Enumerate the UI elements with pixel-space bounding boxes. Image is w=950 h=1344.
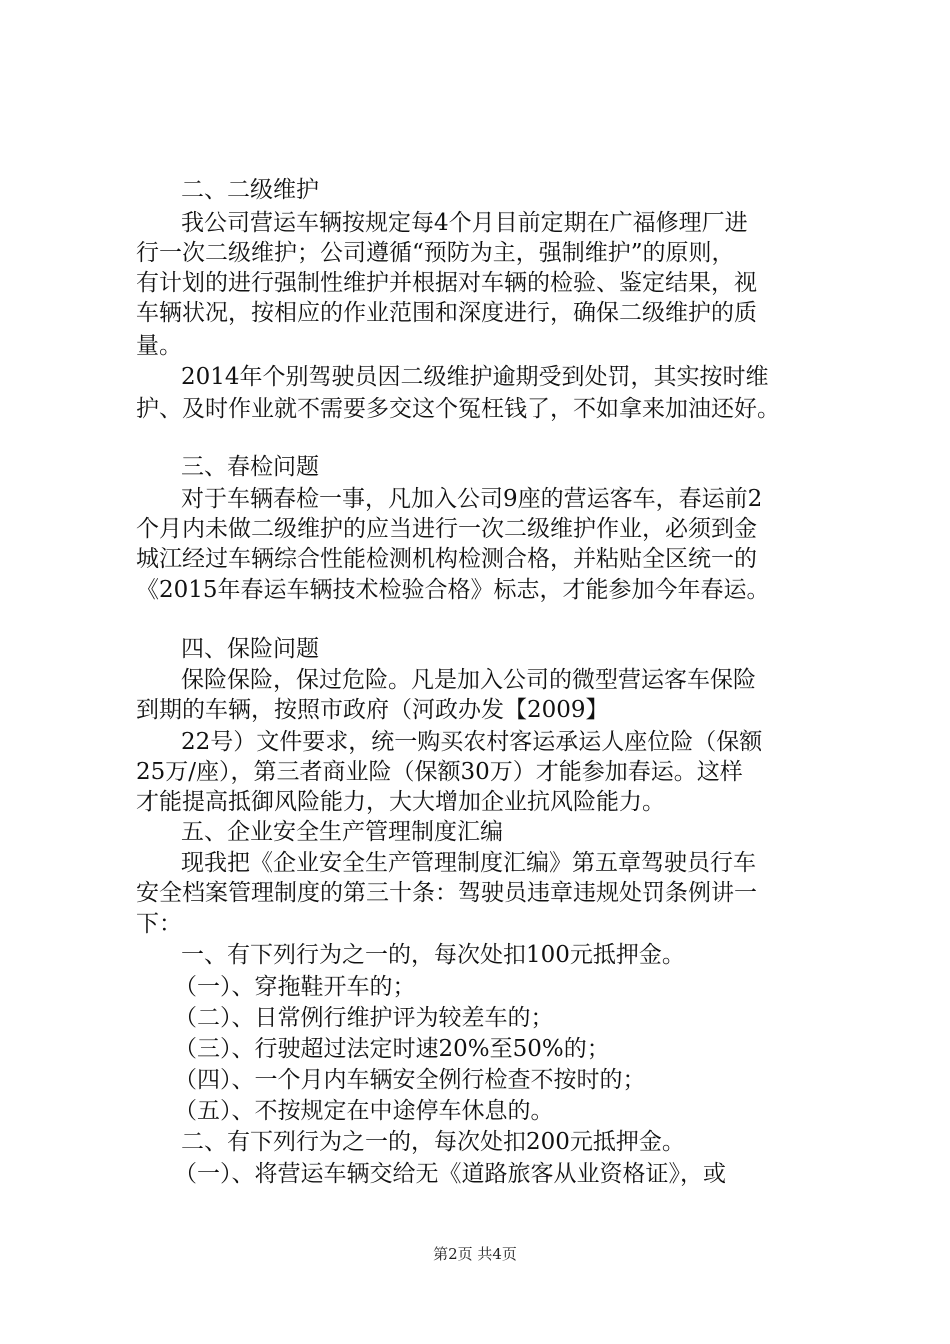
page-number-footer: 第2页 共4页 <box>433 1245 517 1263</box>
section-heading-insurance: 四、保险问题 <box>181 636 319 662</box>
paragraph-line: 现我把《企业安全生产管理制度汇编》第五章驾驶员行车 <box>181 850 756 876</box>
paragraph-line: 行一次二级维护；公司遵循“预防为主，强制维护”的原则， <box>136 240 735 266</box>
section-heading-spring-inspection: 三、春检问题 <box>181 454 319 480</box>
rule-item: （一）、穿拖鞋开车的； <box>174 974 416 1000</box>
rule-item: （四）、一个月内车辆安全例行检查不按时的； <box>174 1067 646 1093</box>
rule-item: （五）、不按规定在中途停车休息的。 <box>174 1098 554 1124</box>
paragraph-line: 到期的车辆，按照市政府（河政办发【2009】 <box>136 697 609 723</box>
paragraph-line: 25万/座），第三者商业险（保额30万）才能参加春运。这样 <box>136 759 743 785</box>
rule-title: 二、有下列行为之一的，每次处扣200元抵押金。 <box>181 1129 685 1155</box>
rule-item: （一）、将营运车辆交给无《道路旅客从业资格证》，或 <box>174 1161 726 1187</box>
rule-item: （二）、日常例行维护评为较差车的； <box>174 1005 554 1031</box>
paragraph-line: 我公司营运车辆按规定每4个月目前定期在广福修理厂进 <box>181 210 748 236</box>
rule-title: 一、有下列行为之一的，每次处扣100元抵押金。 <box>181 942 685 968</box>
section-heading-secondary-maintenance: 二、二级维护 <box>181 177 319 203</box>
paragraph-line: 安全档案管理制度的第三十条：驾驶员违章违规处罚条例讲一 <box>136 880 757 906</box>
paragraph-line: 车辆状况，按相应的作业范围和深度进行，确保二级维护的质 <box>136 300 757 326</box>
rule-item: （三）、行驶超过法定时速20%至50%的； <box>174 1036 610 1062</box>
paragraph-line: 城江经过车辆综合性能检测机构检测合格，并粘贴全区统一的 <box>136 546 757 572</box>
paragraph-line: 才能提高抵御风险能力，大大增加企业抗风险能力。 <box>136 789 665 815</box>
paragraph-line: 2014年个别驾驶员因二级维护逾期受到处罚，其实按时维 <box>181 364 769 390</box>
paragraph-line: 《2015年春运车辆技术检验合格》标志，才能参加今年春运。 <box>136 577 770 603</box>
section-heading-safety-rules: 五、企业安全生产管理制度汇编 <box>181 819 503 845</box>
paragraph-line: 个月内未做二级维护的应当进行一次二级维护作业，必须到金 <box>136 516 757 542</box>
paragraph-line: 量。 <box>136 333 182 359</box>
paragraph-line: 有计划的进行强制性维护并根据对车辆的检验、鉴定结果，视 <box>136 270 757 296</box>
paragraph-line: 下： <box>136 911 182 937</box>
paragraph-line: 对于车辆春检一事，凡加入公司9座的营运客车，春运前2 <box>181 486 763 512</box>
paragraph-line: 保险保险，保过危险。凡是加入公司的微型营运客车保险 <box>181 667 756 693</box>
paragraph-line: 22号）文件要求，统一购买农村客运承运人座位险（保额 <box>181 729 763 755</box>
paragraph-line: 护、及时作业就不需要多交这个冤枉钱了，不如拿来加油还好。 <box>136 396 780 422</box>
